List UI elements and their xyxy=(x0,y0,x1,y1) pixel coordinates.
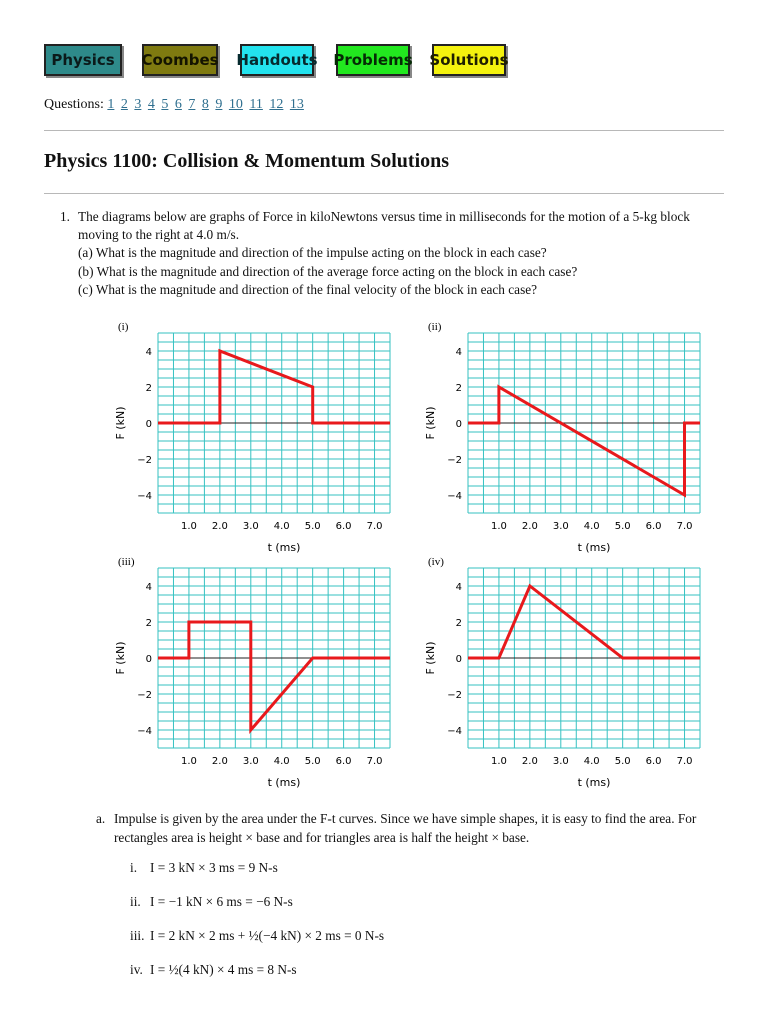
answer-item xyxy=(130,894,293,910)
question-link-4[interactable]: 4 xyxy=(147,97,155,112)
x-tick-label: 5.0 xyxy=(304,521,321,532)
answer-text: Impulse is given by the area under the F-t curves. Since we have simple shapes, it is easy to find the area. For rectangles area is height × base and for triangles area is half the height × base. xyxy=(114,811,697,845)
question-link-7[interactable]: 7 xyxy=(188,97,196,112)
x-tick-label: 5.0 xyxy=(614,756,631,767)
page-title: Physics 1100: Collision & Momentum Solutions xyxy=(44,150,450,172)
answer-item xyxy=(130,962,297,978)
question-link-2[interactable]: 2 xyxy=(120,97,128,112)
x-tick-label: 2.0 xyxy=(211,521,228,532)
x-tick-label: 2.0 xyxy=(521,756,538,767)
x-tick-label: 3.0 xyxy=(552,756,569,767)
problem-part-a: (a) What is the magnitude and direction of the impulse acting on the block in each case? xyxy=(78,245,547,261)
y-tick-label: −4 xyxy=(137,491,152,502)
y-tick-label: 4 xyxy=(455,347,462,358)
force-time-chart-i xyxy=(100,318,400,553)
question-link-13[interactable]: 13 xyxy=(289,97,304,112)
x-tick-label: 6.0 xyxy=(645,756,662,767)
x-tick-label: 3.0 xyxy=(552,521,569,532)
x-tick-label: 1.0 xyxy=(180,521,197,532)
question-link-11[interactable]: 11 xyxy=(249,97,263,112)
x-tick-label: 2.0 xyxy=(211,756,228,767)
graph-i xyxy=(100,318,400,553)
y-tick-label: 0 xyxy=(145,654,152,665)
question-link-5[interactable]: 5 xyxy=(161,97,169,112)
x-tick-label: 6.0 xyxy=(335,756,352,767)
problem-1 xyxy=(60,208,700,299)
x-tick-label: 3.0 xyxy=(242,521,259,532)
y-tick-label: −2 xyxy=(137,690,152,701)
force-time-chart-iii xyxy=(100,553,400,788)
x-tick-label: 2.0 xyxy=(521,521,538,532)
y-axis-label: F (kN) xyxy=(114,406,127,440)
y-axis-label: F (kN) xyxy=(114,641,127,675)
nav-physics-button[interactable]: Physics xyxy=(44,44,122,76)
graph-iv xyxy=(410,553,710,788)
divider xyxy=(44,130,724,131)
x-tick-label: 7.0 xyxy=(366,521,383,532)
y-axis-label: F (kN) xyxy=(424,406,437,440)
graph-ii xyxy=(410,318,710,553)
x-tick-label: 7.0 xyxy=(676,756,693,767)
y-tick-label: 4 xyxy=(455,582,462,593)
x-tick-label: 6.0 xyxy=(645,521,662,532)
x-tick-label: 7.0 xyxy=(676,521,693,532)
item-number: ii. xyxy=(130,894,141,909)
answer-a xyxy=(96,810,706,847)
x-tick-label: 4.0 xyxy=(273,756,290,767)
y-axis-label: F (kN) xyxy=(424,641,437,675)
y-tick-label: 0 xyxy=(455,654,462,665)
question-link-10[interactable]: 10 xyxy=(228,97,243,112)
answer-item xyxy=(130,928,384,944)
nav-solutions-button[interactable]: Solutions xyxy=(432,44,506,76)
question-link-1[interactable]: 1 xyxy=(107,97,115,112)
x-tick-label: 5.0 xyxy=(614,521,631,532)
item-text: I = 3 kN × 3 ms = 9 N-s xyxy=(150,860,278,875)
answer-number: a. xyxy=(96,811,106,826)
y-tick-label: −4 xyxy=(137,726,152,737)
y-tick-label: −4 xyxy=(447,726,462,737)
x-axis-label: t (ms) xyxy=(577,776,611,788)
graph-iii xyxy=(100,553,400,788)
problem-number: 1. xyxy=(60,209,70,224)
problem-part-c: (c) What is the magnitude and direction of the final velocity of the block in each case? xyxy=(78,281,538,297)
y-tick-label: −2 xyxy=(447,690,462,701)
x-tick-label: 5.0 xyxy=(304,756,321,767)
y-tick-label: −2 xyxy=(447,455,462,466)
item-number: iii. xyxy=(130,928,145,943)
panel-label: (iv) xyxy=(428,556,444,568)
question-link-12[interactable]: 12 xyxy=(269,97,284,112)
force-time-chart-ii xyxy=(410,318,710,553)
nav-handouts-button[interactable]: Handouts xyxy=(240,44,314,76)
x-tick-label: 1.0 xyxy=(490,521,507,532)
answer-item xyxy=(130,860,278,876)
item-number: i. xyxy=(130,860,138,875)
y-tick-label: 4 xyxy=(145,347,152,358)
problem-part-b: (b) What is the magnitude and direction of the average force acting on the block in each case? xyxy=(78,263,578,279)
y-tick-label: 0 xyxy=(145,419,152,430)
question-link-8[interactable]: 8 xyxy=(201,97,209,112)
x-axis-label: t (ms) xyxy=(267,776,301,788)
panel-label: (i) xyxy=(118,321,129,333)
y-tick-label: −4 xyxy=(447,491,462,502)
panel-label: (ii) xyxy=(428,321,442,333)
x-tick-label: 3.0 xyxy=(242,756,259,767)
item-number: iv. xyxy=(130,962,143,977)
x-tick-label: 1.0 xyxy=(490,756,507,767)
question-link-3[interactable]: 3 xyxy=(134,97,142,112)
x-tick-label: 6.0 xyxy=(335,521,352,532)
question-link-6[interactable]: 6 xyxy=(174,97,182,112)
y-tick-label: 2 xyxy=(455,618,462,629)
divider xyxy=(44,193,724,194)
y-tick-label: −2 xyxy=(137,455,152,466)
y-tick-label: 4 xyxy=(145,582,152,593)
item-text: I = ½(4 kN) × 4 ms = 8 N-s xyxy=(150,962,297,977)
x-axis-label: t (ms) xyxy=(577,541,611,553)
problem-statement: The diagrams below are graphs of Force in kiloNewtons versus time in milliseconds for the motion of a 5-kg block moving to the right at 4.0 m/s. xyxy=(78,209,690,243)
nav-coombes-button[interactable]: Coombes xyxy=(142,44,218,76)
question-link-9[interactable]: 9 xyxy=(215,97,223,112)
item-text: I = −1 kN × 6 ms = −6 N-s xyxy=(150,894,293,909)
x-tick-label: 4.0 xyxy=(583,756,600,767)
panel-label: (iii) xyxy=(118,556,135,568)
y-tick-label: 2 xyxy=(145,618,152,629)
questions-label: Questions: xyxy=(44,97,104,112)
x-tick-label: 4.0 xyxy=(583,521,600,532)
force-time-chart-iv xyxy=(410,553,710,788)
nav-problems-button[interactable]: Problems xyxy=(336,44,410,76)
y-tick-label: 0 xyxy=(455,419,462,430)
item-text: I = 2 kN × 2 ms + ½(−4 kN) × 2 ms = 0 N-s xyxy=(150,928,385,943)
x-tick-label: 7.0 xyxy=(366,756,383,767)
questions-nav xyxy=(44,97,307,113)
x-tick-label: 1.0 xyxy=(180,756,197,767)
y-tick-label: 2 xyxy=(455,383,462,394)
x-axis-label: t (ms) xyxy=(267,541,301,553)
y-tick-label: 2 xyxy=(145,383,152,394)
x-tick-label: 4.0 xyxy=(273,521,290,532)
